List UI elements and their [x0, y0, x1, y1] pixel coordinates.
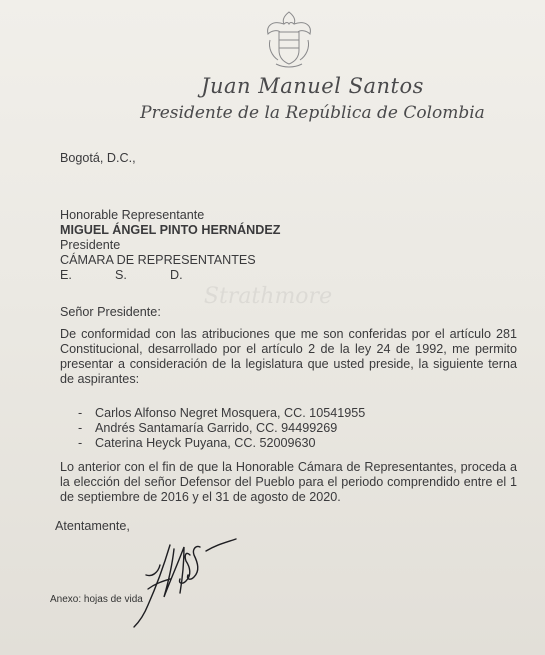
list-item	[78, 406, 365, 421]
recipient-esd	[60, 268, 280, 283]
candidate-text: Caterina Heyck Puyana, CC. 52009630	[95, 436, 316, 450]
body-paragraph-2: Lo anterior con el fin de que la Honorable Cámara de Representantes, proceda a la elección del señor Defensor del Pueblo para el periodo comprendido entre el 1 de septiembre de 2016 y el 31 de agosto de 2020.	[60, 460, 517, 504]
recipient-salutation: Honorable Representante	[60, 208, 205, 222]
handwritten-signature	[130, 525, 240, 630]
esd-letter: D.	[170, 268, 183, 282]
candidate-text: Carlos Alfonso Negret Mosquera, CC. 10541955	[95, 406, 366, 420]
list-item	[78, 421, 365, 436]
recipient-chamber: CÁMARA DE REPRESENTANTES	[60, 253, 256, 267]
city-line: Bogotá, D.C.,	[60, 151, 136, 165]
recipient-block	[60, 208, 280, 283]
letterhead-name: Juan Manuel Santos	[201, 74, 424, 98]
list-item	[78, 436, 365, 451]
paper-watermark: Strathmore	[203, 284, 333, 309]
list-bullet: -	[78, 421, 83, 435]
salutation: Señor Presidente:	[60, 305, 161, 319]
coat-of-arms-icon	[262, 10, 316, 70]
body-paragraph-1: De conformidad con las atribuciones que me son conferidas por el artículo 281 Constitucional, desarrollado por el artículo 2 de la ley 24 de 1992, me permito presentar a consideración de la legislatura que usted preside, la siguiente terna de aspirantes:	[60, 327, 517, 386]
annex-note: Anexo: hojas de vida	[50, 594, 143, 605]
candidate-text: Andrés Santamaría Garrido, CC. 94499269	[95, 421, 338, 435]
candidate-list	[78, 406, 365, 451]
esd-letter: E.	[60, 268, 72, 282]
recipient-role: Presidente	[60, 238, 121, 252]
closing: Atentamente,	[55, 519, 130, 533]
recipient-name: MIGUEL ÁNGEL PINTO HERNÁNDEZ	[60, 223, 281, 237]
list-bullet: -	[78, 436, 83, 450]
esd-letter: S.	[115, 268, 127, 282]
letterhead-title: Presidente de la República de Colombia	[140, 103, 485, 123]
list-bullet: -	[78, 406, 83, 420]
